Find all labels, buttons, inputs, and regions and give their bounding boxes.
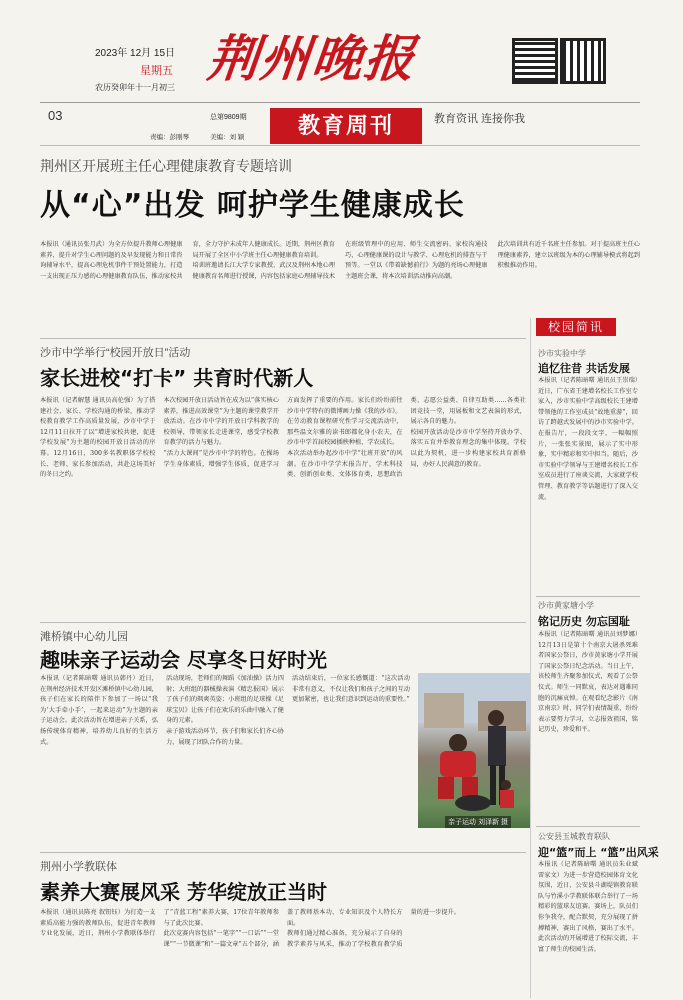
lead-headline: 从“心”出发 呵护学生健康成长	[40, 188, 465, 223]
qr-code-icon	[512, 38, 558, 84]
divider	[40, 145, 640, 146]
divider	[40, 102, 640, 103]
sidebar-body: 本报讯（记者陈暗曙 通讯员刘梦娜）12月13日是第十个南京大屠杀死难者国家公祭日，沙市黄家塘小学开展了国家公祭日纪念活动。当日上午，该校师生齐聚参加仪式，观看了公祭仪式。师生一同默哀，表达对遇难同胞的沉痛哀悼。在观看纪念影片《南京南京》时，同学们表情凝重，纷纷表示要努力学习，立志报效祖国，铭记历史，珍爱和平。	[538, 631, 638, 734]
paragraph: “活力大课间”是沙市中学的特色。在操场学生身体素质，增强学生体质，促进学习方面发挥了重要的作用。家长们纷纷前往沙市中学特有的微博画力操《我的沙市》。	[163, 397, 403, 468]
paragraph: 此次培训共有近千名班主任参加。对于提高班主任心理健康素养，建立以班级为本的心理辅导模式将起到积极推动作用。	[497, 241, 640, 270]
paragraph: 校园开放活动是沙市中学坚持开放办学、落实五育并举教育理念的集中体现。学校以此为契机，进一步构建家校共育新格局，办好人民满意的教育。	[410, 428, 526, 468]
photo-caption: 亲子运动 刘泽新 摄	[445, 816, 511, 828]
paragraph: 在劳动教育课程研究性学习交流活动中，那些温文尔雅的读书郎都化身小农夫，在沙市中学首届校园插秧种植，学农成长。	[287, 418, 403, 447]
newspaper-logo: 荆州晚报	[204, 29, 420, 88]
article4-headline: 素养大赛展风采 芳华绽放正当时	[40, 880, 327, 904]
sidebar-headline: 迎“篮”而上 “篮”出风采	[538, 846, 659, 859]
sidebar-tag: 校园简讯	[536, 318, 616, 336]
paragraph: 教师们通过精心准备，充分展示了自身的教学素养与风采，推动了学校教育教学质量的进一步提升。	[287, 909, 460, 948]
paragraph: 活动结束后，一位家长感慨道：“这次活动非常有意义，不仅让我们和孩子之间的互动更加紧密，也让我们意识到运动的重要性。”	[292, 675, 410, 704]
page-number: 03	[48, 108, 63, 123]
editor-credit: 责编：彭刚琴	[150, 134, 189, 141]
divider	[40, 622, 526, 623]
article3-headline: 趣味亲子运动会 尽享冬日好时光	[40, 648, 327, 672]
article2-kicker: 沙市中学举行“校园开放日”活动	[40, 347, 191, 359]
section-slogan: 教育资讯 连接你我	[434, 113, 526, 125]
paragraph: 本次活动举办起沙市中学“壮班开放”的风潮。在沙市中学学术报告厅，学术科技类、创新创业类、文体体育类，思想政治类、志愿公益类、自律互助类……各类社团竞技一堂，用展板和文艺表演的形式，展示各自的魅力。	[287, 397, 526, 479]
issue-date: 2023年 12月 15日	[95, 48, 176, 59]
paragraph: 本报讯（通讯员张月武）为全方位提升教师心理健康素养，提升对学生心理问题的及早发现能力和日常咨询辅导水平，提高心理危机事件干预处置能力，打造一支出现正压力感的心理健康教育队伍，推动家校共育，全力守护未成年人健康成长。近期，荆州区教育局开展了全区中小学班主任心理健康教育培训。	[40, 241, 335, 280]
article3-kicker: 滩桥镇中心幼儿园	[40, 631, 128, 643]
sidebar-headline: 铭记历史 勿忘国耻	[538, 615, 630, 628]
paragraph: 培训班邀请长江大学专家教授、武汉及荆州本地心理健康教育名师进行授课，内容包括家庭心理辅导技术在班级管理中的应用、师生交流密码、家校沟通技巧、心理健康课的设计与教学、心理危机的排查与干预等。一堂以《带着缺憾前行》为题的亮场心理健康主题班会课，将本次培训活动推向高潮。	[192, 241, 488, 280]
paragraph: 本报讯（通讯员陈亮 叙钮钰）为打造一支素质高能力强的教师队伍，促进青年教师专业化发展，近日，荆州小学教联体举行了“青蓝工程”素养大赛，17位青年教师参与了此次比赛。	[40, 909, 279, 938]
paragraph: 活动现场，老师们的舞蹈《加油操》活力四射；大班组的器械操表演《精忠报国》展示了孩子们的飒爽英姿；小班组的足球操《足球宝贝》让孩子们在欢乐的乐曲中融入了健身的元素。	[166, 675, 284, 725]
lead-body	[40, 240, 640, 312]
sidebar-kicker: 公安县玉城教育联队	[538, 832, 610, 841]
qr-code-icon	[560, 38, 606, 84]
sidebar-kicker: 沙市实验中学	[538, 349, 586, 358]
paragraph: 本报讯（记者陈暗曙 通讯员韩丹）近日，在荆州经济技术开发区滩桥镇中心幼儿园，孩子们在家长的陪伴下参加了一场以“我为‘大手牵小手’，一起来运动”为主题的亲子运动会。此次活动旨在增进亲子关系，弘扬传统体育精神，培养幼儿良好的生活方式。	[40, 675, 158, 746]
paragraph: 本报讯（记者解慧 通讯员高伦强）为了搭建社会、家长、学校沟通的桥梁，推动学校教育教学工作高质量发展，沙市中学于12月11日拉开了以“增进家校共建，促进学校发展”为主题的校园开放日活动的序幕。12月16日，300多名教职体学校校长、老师、家长参加活动，共赴这场美好的冬日之约。	[40, 397, 156, 479]
article3-body	[40, 674, 410, 844]
designer-credit: 美编：刘 颖	[210, 134, 245, 141]
issue-number: 总第9809期	[210, 114, 247, 121]
divider	[40, 852, 526, 853]
sidebar-body: 本报讯（记者陈暗曙 通讯员王崇瑞）近日，广东省王建增名校长工作室专家入，沙市实验中学高级校长王建增带领他的工作室成员“故地重游”，回访了跨越式发展中的沙市实验中学。在报告厅，一段段文字，一幅幅照片，一张张实景图，展示了实中形象，实中精彩和实中担当。随后，沙市实验中学领导与王建增名校长工作室成员进行了座谈交流，大家就学校管理、教育教学等话题进行了深入交流。	[538, 377, 638, 501]
paragraph: 此次竞赛内容包括“一笔字”“一口话”“一堂课”“一节微课”和“一篇文章”五个部分，涵盖了教师基本功、专业知识及个人特长方面。	[163, 909, 403, 948]
article2-body	[40, 396, 526, 618]
article4-body	[40, 908, 526, 996]
divider	[536, 596, 640, 597]
divider	[536, 826, 640, 827]
news-photo	[418, 673, 530, 828]
lunar-date: 农历癸卯年十一月初三	[95, 83, 175, 92]
paragraph: 亲子游戏活动环节，孩子们和家长们齐心协力，展现了团队合作的力量。	[166, 727, 284, 746]
issue-weekday: 星期五	[140, 65, 173, 77]
column-divider	[530, 318, 531, 998]
section-title: 教育周刊	[270, 108, 422, 144]
sidebar-headline: 追忆往昔 共话发展	[538, 362, 630, 375]
divider	[40, 338, 526, 339]
lead-kicker: 荆州区开展班主任心理健康教育专题培训	[40, 158, 292, 174]
sidebar-kicker: 沙市黄家塘小学	[538, 601, 594, 610]
paragraph: 本次校园开放日活动旨在成为以“落实核心素养，推进高效课堂”为主题的课堂教学开放活动。在沙市中学的开放日学科教学的校领导，带领家长走进课堂，感受学校教育教学的活力与魅力。	[163, 397, 279, 447]
sidebar-body: 本报讯（记者陈暗曙 通讯员朱业斌 雷家文）为进一步营造校园体育文化氛围，近日，公安县斗湖堤镇教育联队与竹溪小学教联体联合举行了一场精彩的篮球友谊赛。赛场上，队员们你争我夺，配合默契，充分展现了拼搏精神，赛出了风格，赛出了水平。此次活动的开展增进了校际交流，丰富了师生的校园生活。	[538, 861, 638, 953]
article4-kicker: 荆州小学教联体	[40, 861, 117, 873]
article2-headline: 家长进校“打卡” 共育时代新人	[40, 366, 314, 390]
